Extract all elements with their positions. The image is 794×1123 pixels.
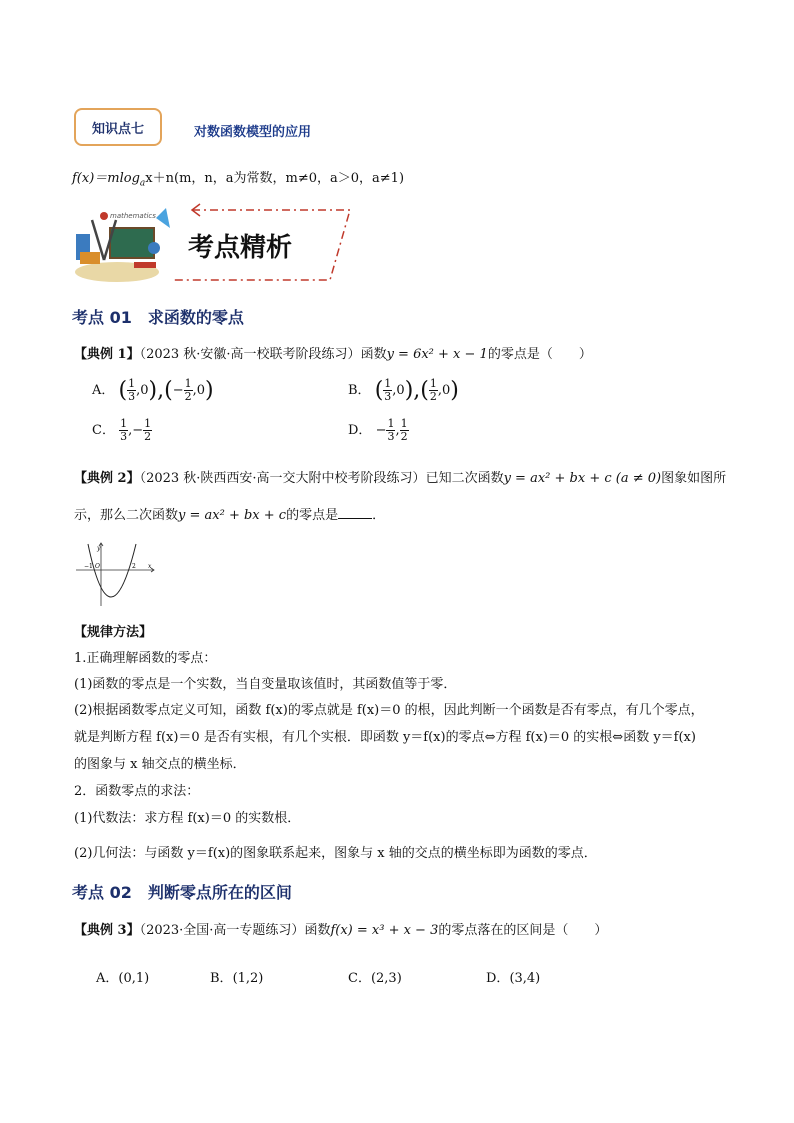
parabola-graph xyxy=(74,540,158,612)
method-line-7: (1)代数法：求方程 f(x)＝0 的实数根． xyxy=(74,811,301,826)
section-heading-02: 考点 02 判断零点所在的区间 xyxy=(72,883,292,902)
graph-right-root-label: 2 xyxy=(132,563,136,570)
example-3-option-b: B．(1,2) xyxy=(210,971,264,986)
banner-title: 考点精析 xyxy=(188,233,293,263)
banner-graphic xyxy=(72,200,362,290)
method-line-8: (2)几何法：与函数 y＝f(x)的图象联系起来，图象与 x 轴的交点的横坐标即为函数的零点． xyxy=(74,846,597,861)
example-3-option-c: C．(2,3) xyxy=(348,971,402,986)
method-line-6: 2．函数零点的求法： xyxy=(74,784,200,799)
method-line-4: 就是判断方程 f(x)＝0 是否有实根，有几个实根．即函数 y＝f(x)的零点⇔方程 f(x)＝0 的实根⇔函数 y＝f(x) xyxy=(74,730,696,745)
example-1-option-d: D． − $\frac{1}{3}$ , $\frac{1}{2}$ xyxy=(348,417,408,443)
example-1-option-b: B． ( $\frac{1}{3}$ ,0),( $\frac{1}{2}$ ,0) xyxy=(348,377,459,403)
graph-x-label: x xyxy=(148,563,152,570)
graph-origin-label: O xyxy=(95,563,100,570)
knowledge-point-badge: 知识点七 xyxy=(74,108,162,146)
example-1-option-c: C． $\frac{1}{3}$ ,− $\frac{1}{2}$ xyxy=(92,417,152,443)
answer-blank[interactable] xyxy=(338,506,372,519)
example-2-stem: 【典例 2】（2023 秋·陕西西安·高一交大附中校考阶段练习）已知二次函数y = ax² + bx + c (a ≠ 0)图象如图所 xyxy=(74,471,727,486)
method-line-2: (1)函数的零点是一个实数，当自变量取该值时，其函数值等于零． xyxy=(74,677,457,692)
method-line-1: 1.正确理解函数的零点： xyxy=(74,651,217,666)
graph-left-root-label: −1 xyxy=(84,563,93,570)
section-heading-01: 考点 01 求函数的零点 xyxy=(72,308,244,327)
example-3-option-a: A．(0,1) xyxy=(96,971,150,986)
graph-y-label: y xyxy=(97,545,101,552)
section-banner xyxy=(72,200,362,290)
example-2-stem-line2: 示，那么二次函数y = ax² + bx + c的零点是 ． xyxy=(74,508,386,523)
method-line-5: 的图象与 x 轴交点的横坐标． xyxy=(74,757,246,772)
banner-icon-word: mathematics xyxy=(110,212,156,220)
method-heading: 【规律方法】 xyxy=(74,625,153,640)
example-3-stem: 【典例 3】（2023·全国·高一专题练习）函数f(x) = x³ + x − 3的零点落在的区间是（ ） xyxy=(74,923,608,938)
example-1-option-a: A． ( $\frac{1}{3}$ ,0),(− $\frac{1}{2}$ ,0) xyxy=(92,377,214,403)
example-1-stem: 【典例 1】（2023 秋·安徽·高一校联考阶段练习）函数y = 6x² + x − 1的零点是（ ） xyxy=(74,347,592,362)
example-3-option-d: D．(3,4) xyxy=(486,971,541,986)
knowledge-point-title: 对数函数模型的应用 xyxy=(194,125,312,140)
formula-line: f(x)＝mlog$_a$x＋n(m，n，a为常数，m≠0，a＞0，a≠1) xyxy=(72,171,405,189)
method-line-3: (2)根据函数零点定义可知，函数 f(x)的零点就是 f(x)＝0 的根，因此判断一个函数是否有零点，有几个零点， xyxy=(74,703,704,718)
